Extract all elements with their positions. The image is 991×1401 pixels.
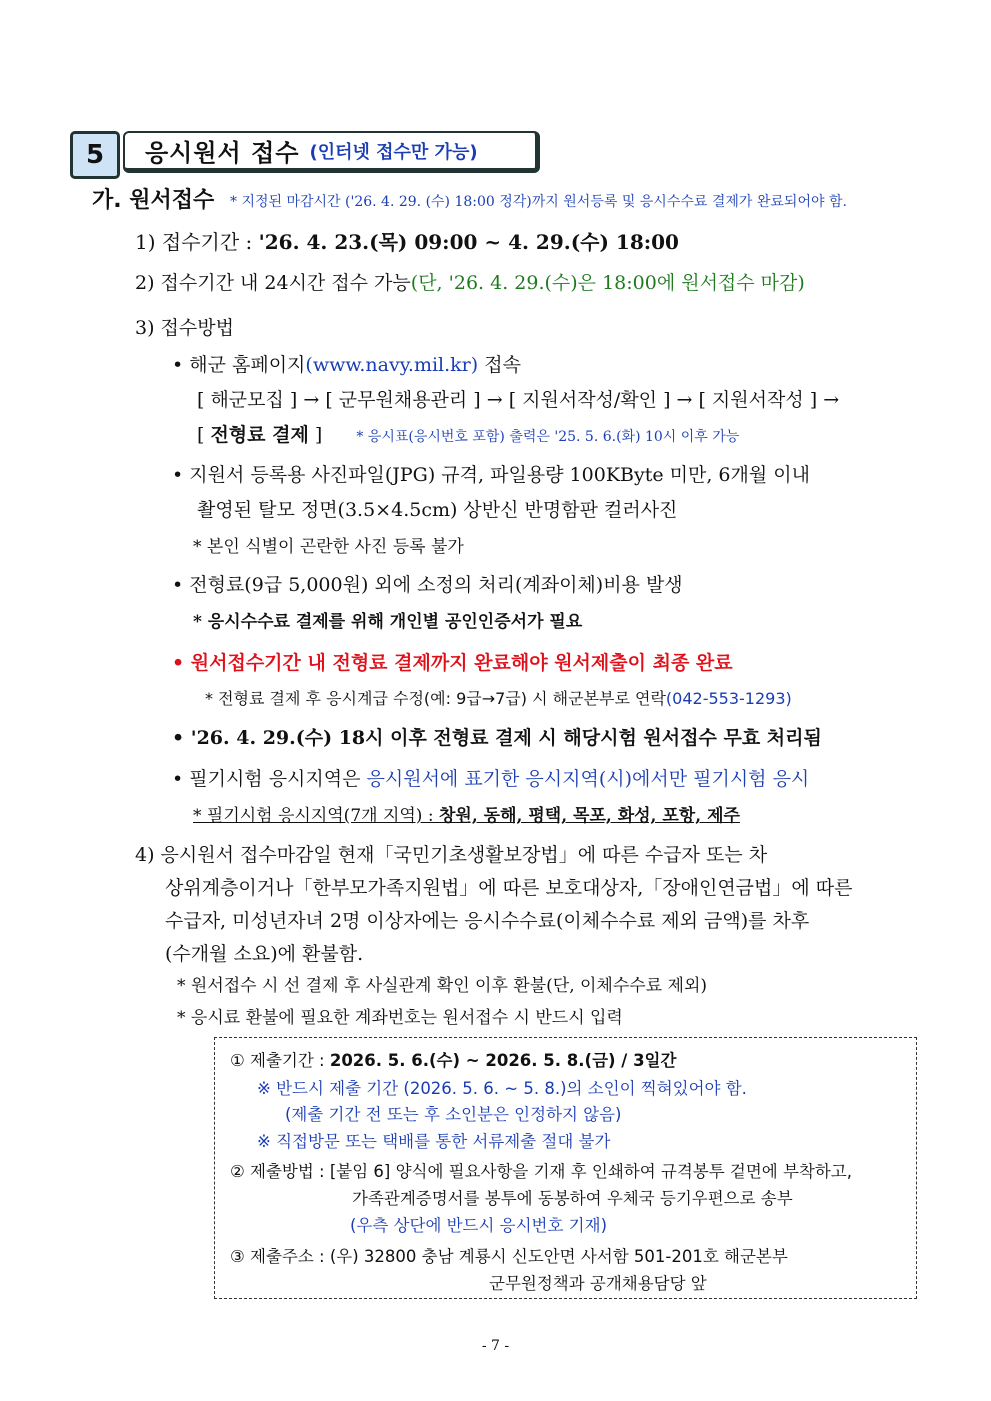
section-number-badge [70, 131, 120, 179]
subsection-note: * 지정된 마감시간 ('26. 4. 29. (수) 18:00 정각)까지 원서등록 및 응시수수료 결제가 완료되어야 함. [230, 194, 847, 210]
bullet-exam-region: • 필기시험 응시지역은 응시원서에 표기한 응시지역(시)에서만 필기시험 응시 [172, 768, 810, 790]
contact-phone: (042-553-1293) [665, 689, 792, 708]
bullet-fee: • 전형료(9급 5,000원) 외에 소정의 처리(계좌이체)비용 발생 [172, 574, 683, 596]
grade-change-note: * 전형료 결제 후 응시계급 수정(예: 9급→7급) 시 해군본부로 연락(042-553-1293) [205, 689, 792, 708]
bullet-photo: • 지원서 등록용 사진파일(JPG) 규격, 파일용량 100KByte 미만, 6개월 이내 [172, 464, 810, 486]
exam-region-note: * 필기시험 응시지역(7개 지역) : 창원, 동해, 평택, 목포, 화성, 포항, 제주 [193, 806, 740, 826]
exam-regions: 창원, 동해, 평택, 목포, 화성, 포항, 제주 [438, 806, 740, 826]
submission-period: ① 제출기간 : 2026. 5. 6.(수) ~ 2026. 5. 8.(금) / 3일간 [230, 1051, 677, 1070]
section-title-box [123, 131, 540, 173]
application-period: '26. 4. 23.(목) 09:00 ~ 4. 29.(수) 18:00 [258, 230, 679, 254]
postmark-note-2: (제출 기간 전 또는 후 소인분은 인정하지 않음) [285, 1105, 622, 1124]
bullet-invalid-warning: • '26. 4. 29.(수) 18시 이후 전형료 결제 시 해당시험 원서접수 무효 처리됨 [172, 727, 822, 749]
item-4-line-1: 4) 응시원서 접수마감일 현재「국민기초생활보장법」에 따른 수급자 또는 차 [135, 844, 768, 866]
navigation-path: [ 해군모집 ] → [ 군무원채용관리 ] → [ 지원서작성/확인 ] → [ 지원서작성 ] → [197, 389, 840, 411]
refund-note-1: * 원서접수 시 선 결제 후 사실관계 확인 이후 환불(단, 이체수수료 제외) [177, 976, 708, 996]
item-2: 2) 접수기간 내 24시간 접수 가능(단, '26. 4. 29.(수)은 18:00에 원서접수 마감) [135, 272, 805, 294]
submission-method: ② 제출방법 : [붙임 6] 양식에 필요사항을 기재 후 인쇄하여 규격봉투 겉면에 부착하고, [230, 1162, 852, 1181]
postmark-note: ※ 반드시 제출 기간 (2026. 5. 6. ~ 5. 8.)의 소인이 찍혀있어야 함. [257, 1079, 747, 1098]
bullet-payment-warning: • 원서접수기간 내 전형료 결제까지 완료해야 원서제출이 최종 완료 [172, 652, 733, 674]
item-4-line-4: (수개월 소요)에 환불함. [165, 943, 364, 965]
refund-note-2: * 응시료 환불에 필요한 계좌번호는 원서접수 시 반드시 입력 [177, 1008, 623, 1028]
bullet-photo-cont: 촬영된 탈모 정면(3.5×4.5cm) 상반신 반명함판 컬러사진 [197, 499, 678, 521]
item-4-line-3: 수급자, 미성년자녀 2명 이상자에는 응시수수료(이체수수료 제외 금액)를 차후 [165, 910, 810, 932]
ticket-print-note: * 응시표(응시번호 포함) 출력은 '25. 5. 6.(화) 10시 이후 가능 [356, 429, 740, 445]
subsection-label: 가. 원서접수 [92, 188, 215, 213]
item-1: 1) 접수기간 : '26. 4. 23.(목) 09:00 ~ 4. 29.(수) 18:00 [135, 230, 679, 254]
no-visit-note: ※ 직접방문 또는 택배를 통한 서류제출 절대 불가 [257, 1132, 611, 1151]
section-subtitle: (인터넷 접수만 가능) [309, 141, 478, 163]
fee-note: * 응시수수료 결제를 위해 개인별 공인인증서가 필요 [193, 612, 583, 632]
section-number: 5 [85, 140, 105, 170]
item-3-label: 3) 접수방법 [135, 317, 234, 339]
page-number: - 7 - [481, 1338, 510, 1354]
submission-address-2: 군무원정책과 공개채용담당 앞 [489, 1274, 707, 1293]
submission-address: ③ 제출주소 : (우) 32800 충남 계룡시 신도안면 사서함 501-201호 해군본부 [230, 1247, 788, 1266]
navigation-path-end: [ 전형료 결제 ] * 응시표(응시번호 포함) 출력은 '25. 5. 6.(화) 10시 이후 가능 [197, 424, 740, 446]
homepage-url: (www.navy.mil.kr) [305, 354, 479, 376]
submission-method-2: 가족관계증명서를 봉투에 동봉하여 우체국 등기우편으로 송부 [352, 1189, 793, 1208]
submission-info-box [214, 1037, 917, 1299]
submission-method-note: (우측 상단에 반드시 응시번호 기재) [350, 1216, 607, 1235]
bullet-homepage: • 해군 홈페이지(www.navy.mil.kr) 접속 [172, 354, 521, 376]
section-title: 응시원서 접수 [145, 139, 300, 167]
item-4-line-2: 상위계층이거나「한부모가족지원법」에 따른 보호대상자,「장애인연금법」에 따른 [165, 877, 853, 899]
photo-note: * 본인 식별이 곤란한 사진 등록 불가 [193, 537, 464, 557]
item-2-deadline: (단, '26. 4. 29.(수)은 18:00에 원서접수 마감) [410, 272, 805, 294]
